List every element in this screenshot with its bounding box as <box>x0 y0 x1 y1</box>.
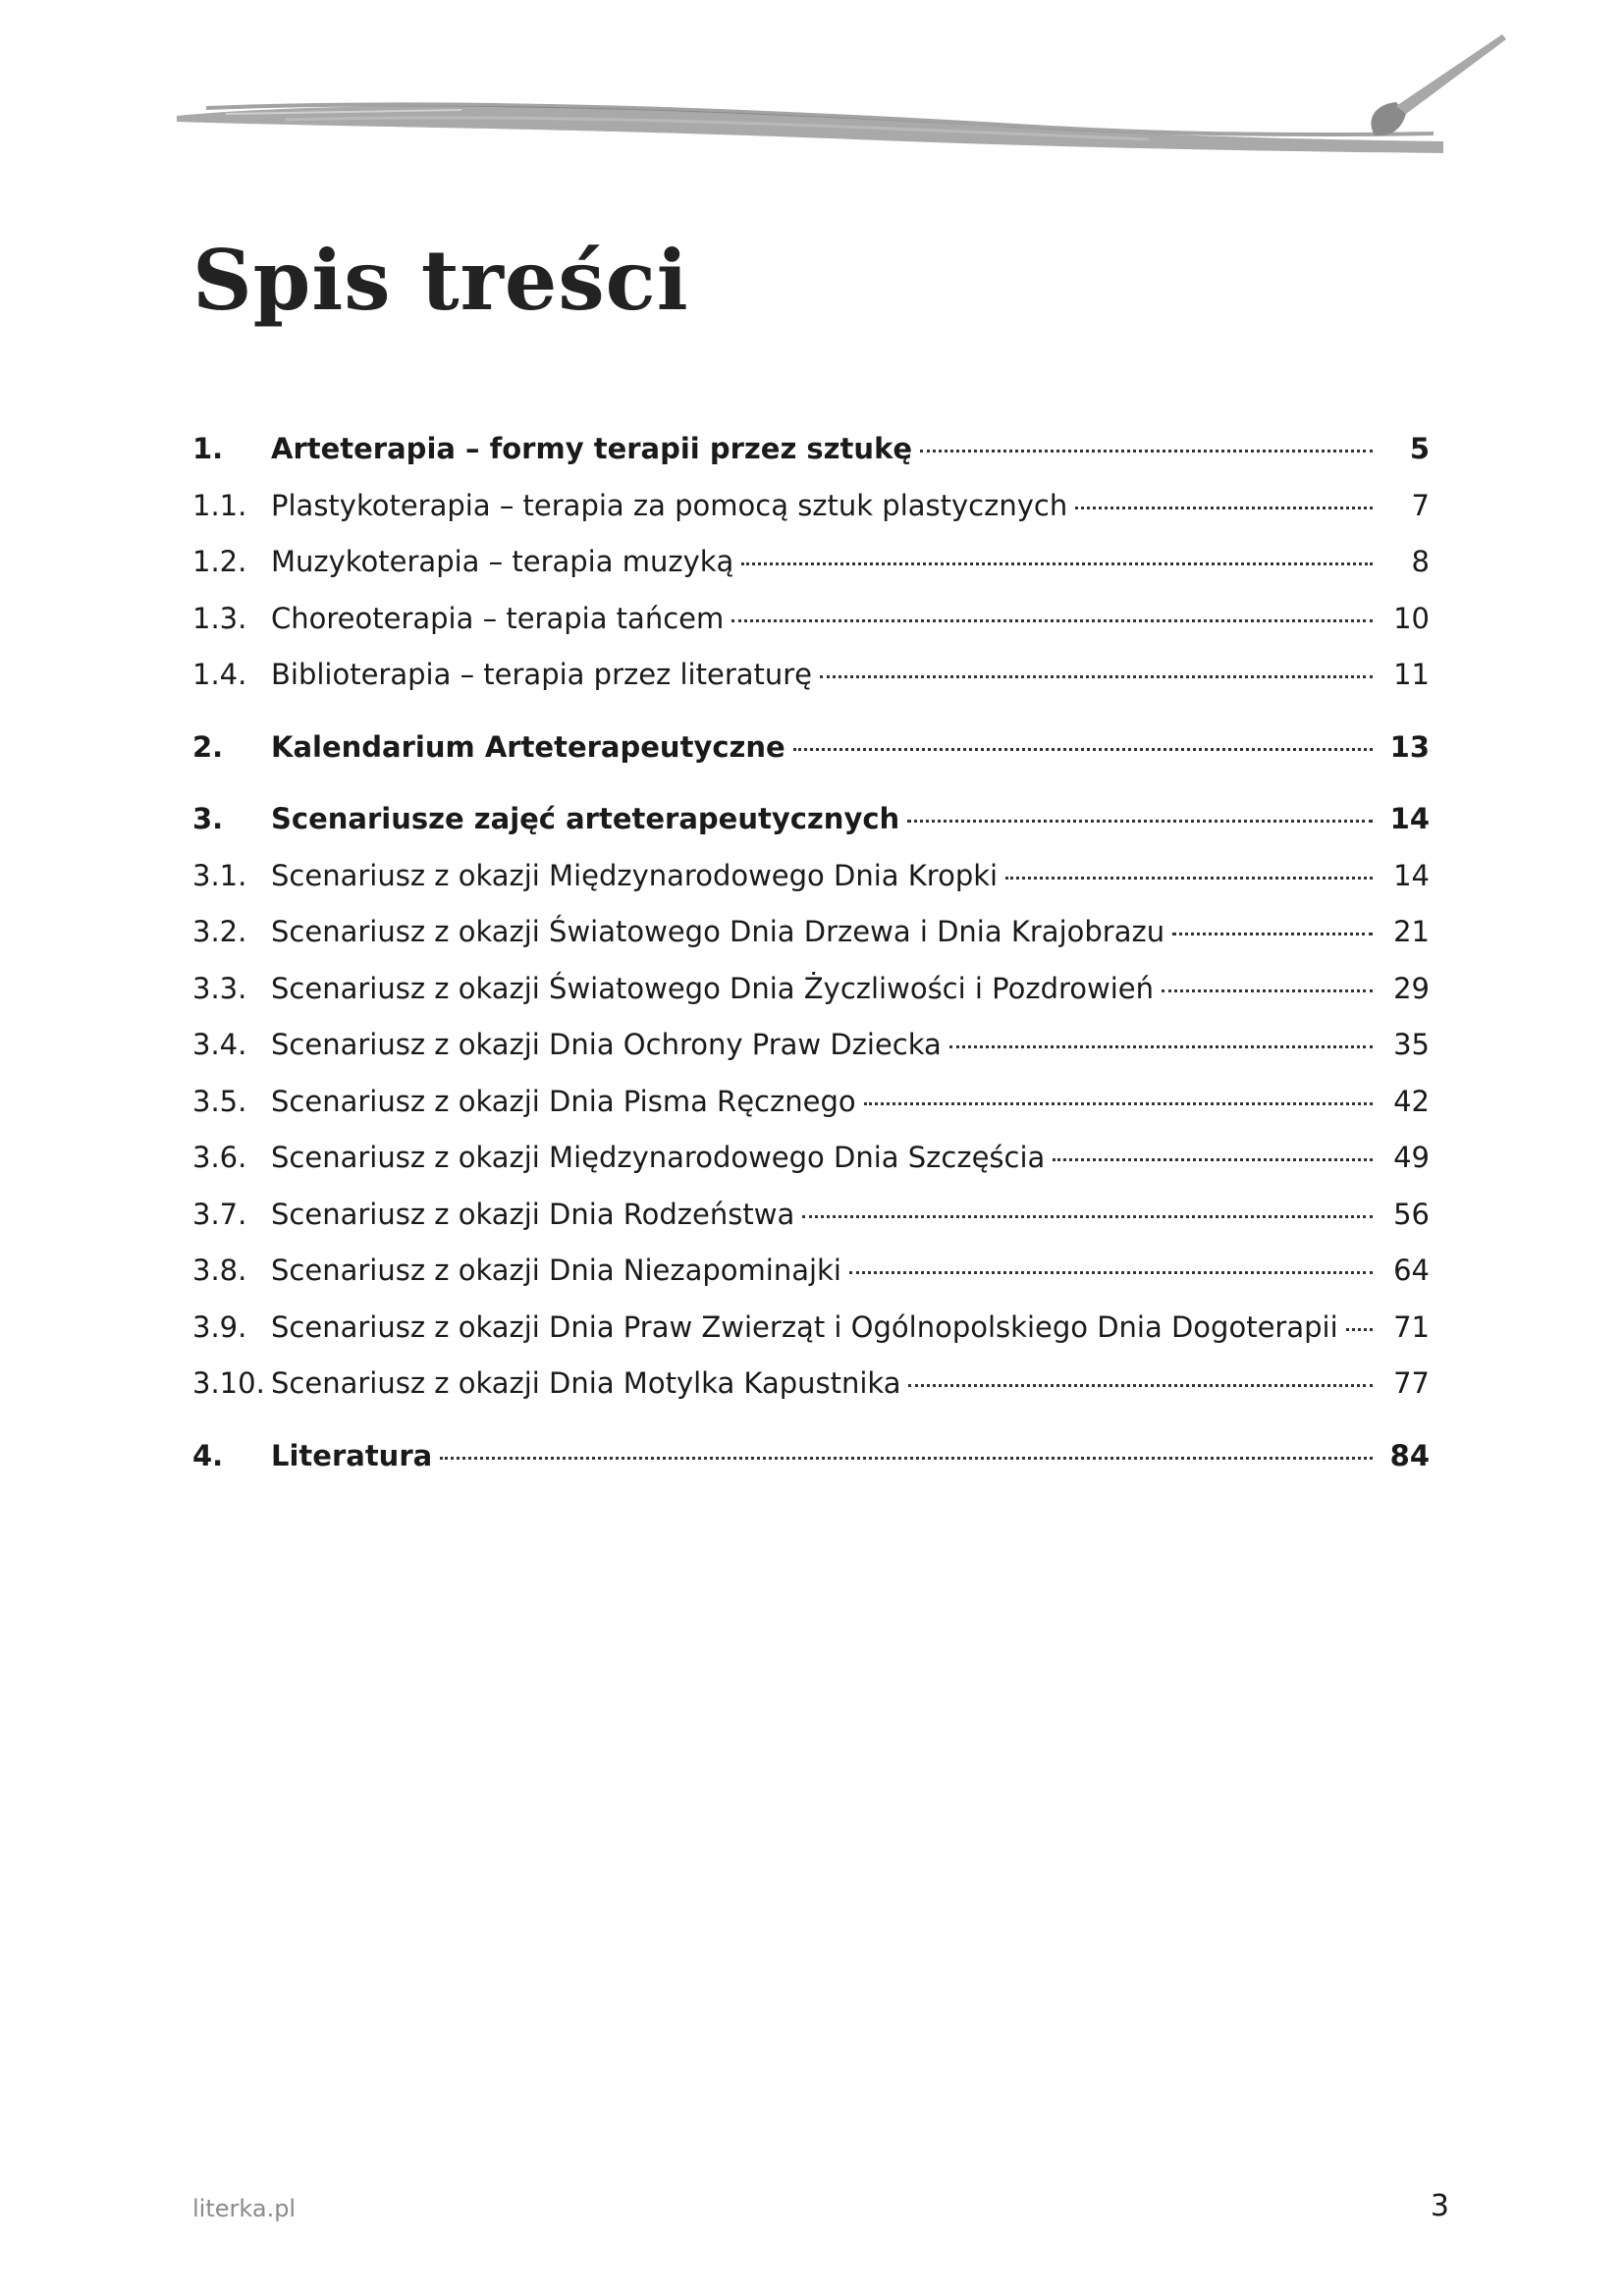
toc-entry-label: Scenariusz z okazji Światowego Dnia Życzliwości i Pozdrowień <box>271 971 1155 1005</box>
paintbrush-icon <box>1371 34 1506 135</box>
toc-entry-label: Scenariusze zajęć arteterapeutycznych <box>271 802 900 835</box>
toc-entry-number: 3.10. <box>192 1366 265 1400</box>
toc-entry-label: Arteterapia – formy terapii przez sztukę <box>271 432 913 465</box>
toc-entry-number: 1. <box>192 432 224 465</box>
toc-dot-leader <box>907 820 1373 823</box>
toc-dot-leader <box>802 1215 1373 1218</box>
toc-entry <box>192 1254 1430 1310</box>
toc-dot-leader <box>440 1457 1373 1460</box>
toc-entry-page: 14 <box>1393 858 1430 892</box>
toc-entry <box>192 1028 1430 1085</box>
toc-entry <box>192 1141 1430 1198</box>
toc-entry-page: 10 <box>1393 601 1430 635</box>
toc-entry-number: 1.3. <box>192 601 247 635</box>
toc-entry-label: Scenariusz z okazji Dnia Ochrony Praw Dziecka <box>271 1028 942 1061</box>
toc-entry-label: Scenariusz z okazji Dnia Rodzeństwa <box>271 1197 795 1231</box>
brush-stroke-decoration <box>167 29 1512 177</box>
toc-entry-label: Literatura <box>271 1438 433 1472</box>
toc-dot-leader <box>864 1102 1373 1105</box>
toc-entry-label: Scenariusz z okazji Dnia Pisma Ręcznego <box>271 1084 856 1118</box>
toc-entry-page: 21 <box>1393 915 1430 948</box>
toc-entry <box>192 730 1430 787</box>
toc-entry <box>192 915 1430 972</box>
toc-entry <box>192 859 1430 916</box>
toc-entry-label: Kalendarium Arteterapeutyczne <box>271 729 785 764</box>
toc-entry <box>192 658 1430 715</box>
toc-entry-label: Scenariusz z okazji Międzynarodowego Dnia Szczęścia <box>271 1141 1046 1174</box>
toc-entry-number: 3. <box>192 802 224 835</box>
toc-entry-number: 4. <box>192 1438 224 1472</box>
footer-page-number: 3 <box>1430 2189 1449 2223</box>
toc-entry-number: 3.5. <box>192 1084 247 1118</box>
toc-entry-label: Scenariusz z okazji Światowego Dnia Drzewa i Dnia Krajobrazu <box>271 915 1165 948</box>
toc-entry <box>192 1310 1430 1367</box>
toc-entry-number: 1.4. <box>192 658 247 691</box>
toc-dot-leader <box>741 562 1373 565</box>
toc-entry-page: 49 <box>1393 1141 1430 1174</box>
toc-dot-leader <box>731 619 1373 622</box>
toc-entry <box>192 1439 1430 1496</box>
toc-entry-number: 3.4. <box>192 1028 247 1061</box>
toc-entry-page: 7 <box>1411 488 1430 522</box>
toc-dot-leader <box>820 675 1373 678</box>
toc-entry-page: 35 <box>1393 1028 1430 1061</box>
toc-entry-number: 3.2. <box>192 915 247 948</box>
toc-entry-number: 3.1. <box>192 858 247 892</box>
toc-entry-page: 64 <box>1393 1254 1430 1287</box>
toc-dot-leader <box>849 1271 1373 1274</box>
toc-entry-label: Scenariusz z okazji Dnia Praw Zwierząt i Ogólnopolskiego Dnia Dogoterapii <box>271 1309 1338 1344</box>
toc-dot-leader <box>1172 933 1373 935</box>
toc-entry-label: Plastykoterapia – terapia za pomocą sztuk plastycznych <box>271 488 1068 522</box>
toc-entry-page: 56 <box>1393 1197 1430 1231</box>
toc-entry <box>192 1366 1430 1423</box>
toc-entry-number: 1.2. <box>192 545 247 578</box>
toc-dot-leader <box>920 450 1373 453</box>
toc-dot-leader <box>949 1045 1373 1048</box>
toc-entry-page: 5 <box>1409 432 1430 465</box>
toc-entry-label: Scenariusz z okazji Dnia Niezapominajki <box>271 1254 841 1287</box>
toc-entry <box>192 489 1430 546</box>
toc-entry-page: 77 <box>1393 1366 1430 1400</box>
toc-entry <box>192 1085 1430 1142</box>
toc-entry-label: Scenariusz z okazji Dnia Motylka Kapustnika <box>271 1366 901 1400</box>
toc-entry-page: 11 <box>1393 658 1430 691</box>
toc-dot-leader <box>1053 1158 1373 1161</box>
toc-entry-page: 71 <box>1393 1309 1430 1344</box>
toc-entry <box>192 972 1430 1029</box>
toc-entry-page: 14 <box>1389 802 1430 835</box>
toc-entry-label: Biblioterapia – terapia przez literaturę <box>271 658 813 691</box>
toc-entry-page: 29 <box>1393 971 1430 1005</box>
toc-dot-leader <box>793 748 1373 751</box>
toc-entry-page: 42 <box>1393 1084 1430 1118</box>
toc-dot-leader <box>1005 877 1373 880</box>
toc-entry-label: Scenariusz z okazji Międzynarodowego Dnia Kropki <box>271 858 999 892</box>
toc-entry <box>192 802 1430 859</box>
toc-entry-number: 3.9. <box>192 1309 247 1344</box>
toc-entry-label: Muzykoterapia – terapia muzyką <box>271 545 734 578</box>
toc-dot-leader <box>1075 507 1373 509</box>
footer-site: literka.pl <box>192 2195 297 2222</box>
toc-entry <box>192 602 1430 659</box>
toc-entry-number: 3.8. <box>192 1254 247 1287</box>
toc-entry-page: 8 <box>1411 545 1430 578</box>
toc-dot-leader <box>908 1384 1373 1387</box>
toc-entry-number: 3.7. <box>192 1197 247 1231</box>
toc-entry-number: 2. <box>192 729 224 764</box>
toc-entry-label: Choreoterapia – terapia tańcem <box>271 601 725 635</box>
toc-dot-leader <box>1162 989 1373 992</box>
page-title: Spis treści <box>192 232 689 329</box>
table-of-contents <box>192 432 1430 1495</box>
toc-entry-number: 1.1. <box>192 488 247 522</box>
toc-dot-leader <box>1346 1328 1373 1331</box>
toc-entry-page: 13 <box>1389 729 1430 764</box>
toc-entry <box>192 432 1430 489</box>
toc-entry <box>192 545 1430 602</box>
toc-entry <box>192 1198 1430 1255</box>
toc-entry-number: 3.3. <box>192 971 247 1005</box>
toc-entry-page: 84 <box>1389 1438 1430 1472</box>
toc-entry-number: 3.6. <box>192 1141 247 1174</box>
